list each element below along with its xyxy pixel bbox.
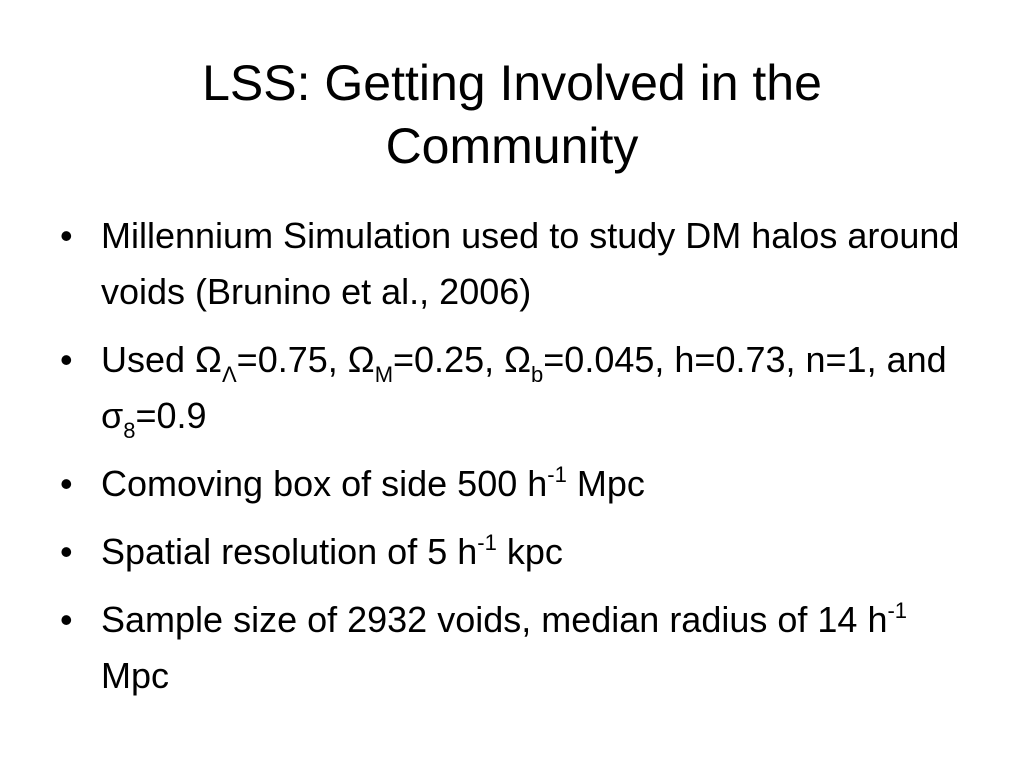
bullet-text-part: Mpc xyxy=(566,463,645,504)
bullet-text-part: =0.25, Ω xyxy=(393,339,532,380)
bullet-list xyxy=(60,208,980,716)
bullet-marker: • xyxy=(60,531,73,572)
superscript: -1 xyxy=(477,530,497,555)
bullet-marker: • xyxy=(60,339,73,380)
bullet-item-resolution xyxy=(60,524,980,580)
bullet-text-part: =0.9 xyxy=(135,395,207,436)
slide-title-line-2: Community xyxy=(385,118,639,174)
bullet-text xyxy=(101,463,645,504)
bullet-text-part: Comoving box of side 500 h xyxy=(101,463,548,504)
bullet-item-millennium xyxy=(60,208,980,320)
bullet-item-cosmology xyxy=(60,332,980,444)
subscript: b xyxy=(531,362,544,387)
bullet-text-part: =0.75, Ω xyxy=(236,339,375,380)
subscript: 8 xyxy=(123,418,136,443)
bullet-text xyxy=(101,531,563,572)
bullet-item-box-size xyxy=(60,456,980,512)
bullet-marker: • xyxy=(60,463,73,504)
bullet-marker: • xyxy=(60,599,73,640)
slide-title-line-1: LSS: Getting Involved in the xyxy=(202,55,822,111)
superscript: -1 xyxy=(887,598,908,623)
bullet-text-part: Spatial resolution of 5 h xyxy=(101,531,478,572)
subscript: M xyxy=(374,362,394,387)
bullet-text xyxy=(101,339,947,443)
bullet-text: Millennium Simulation used to study DM halos around voids (Brunino et al., 2006) xyxy=(101,215,960,312)
bullet-text xyxy=(101,599,907,696)
bullet-text-part: Used Ω xyxy=(101,339,222,380)
bullet-text-part: Sample size of 2932 voids, median radius of 14 h xyxy=(101,599,888,640)
bullet-text-part: Mpc xyxy=(101,655,170,696)
bullet-text-part: =0.045, h=0.73, n=1, and σ xyxy=(101,339,947,436)
slide-title xyxy=(0,52,1024,178)
bullet-item-sample-size xyxy=(60,592,980,704)
bullet-marker: • xyxy=(60,215,73,256)
bullet-text-part: kpc xyxy=(496,531,563,572)
subscript: Λ xyxy=(221,362,237,387)
superscript: -1 xyxy=(547,462,567,487)
